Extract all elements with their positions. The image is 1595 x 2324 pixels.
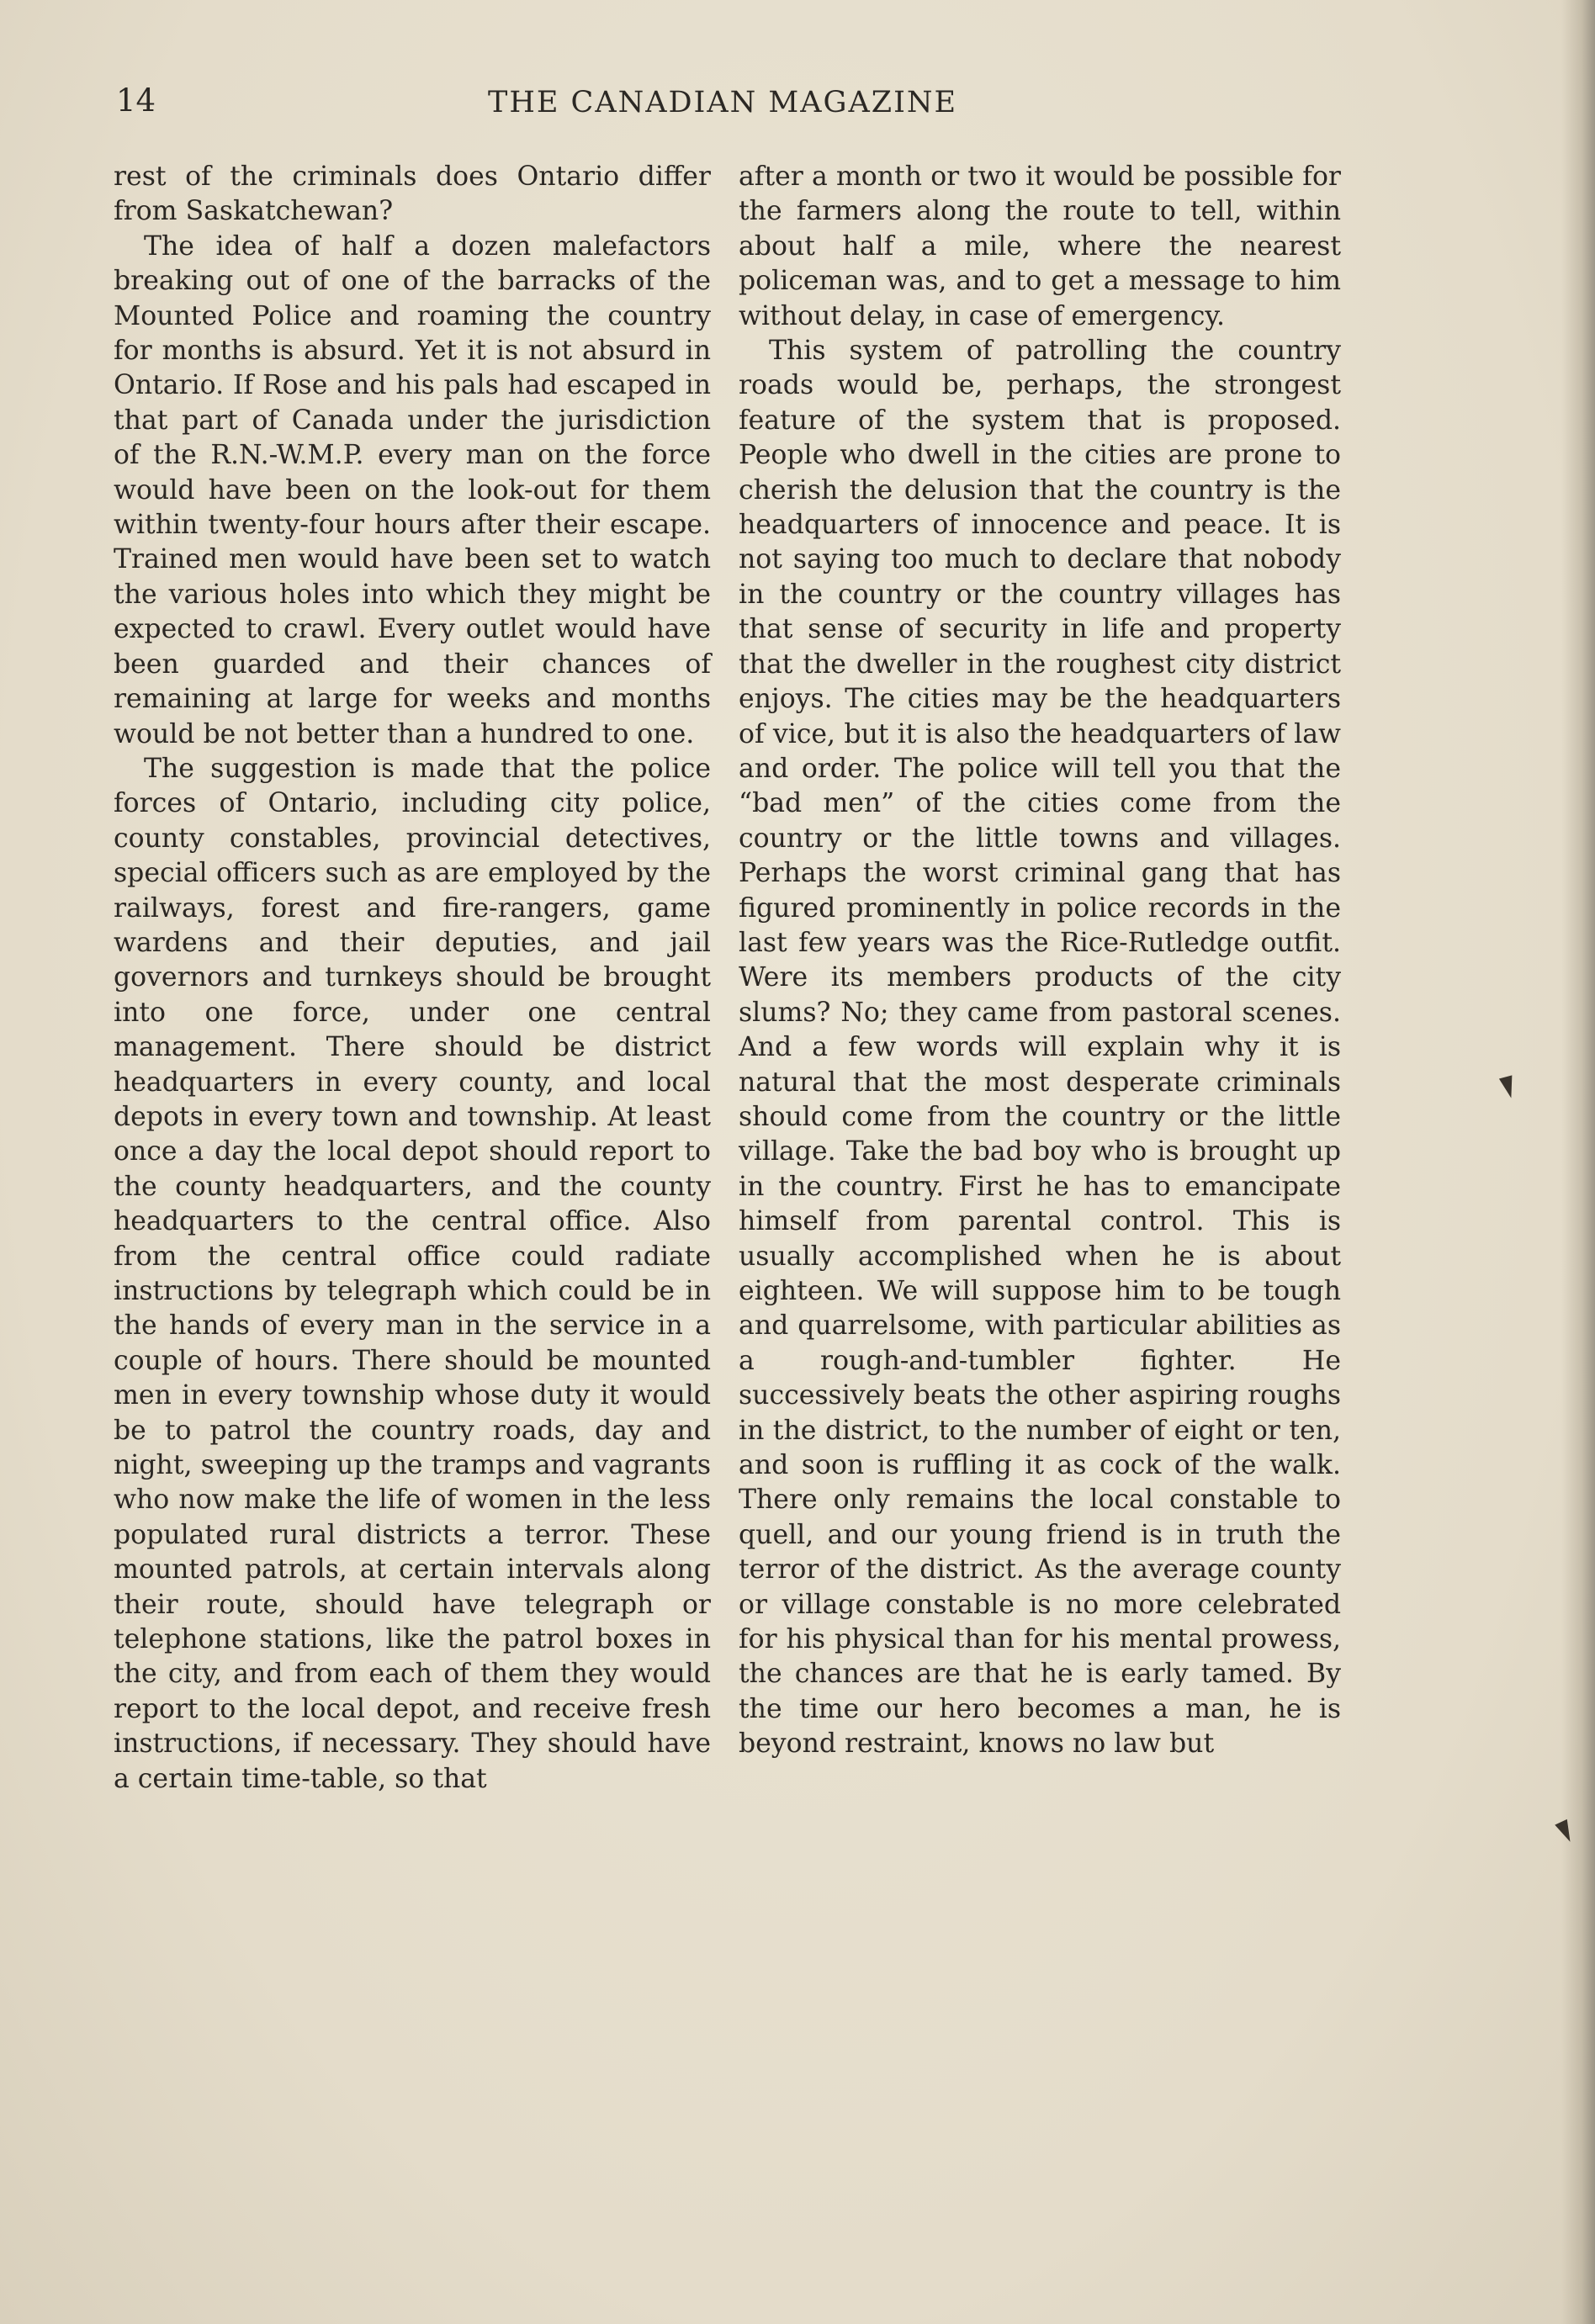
- left-column: [114, 160, 711, 1797]
- page-spine-shadow: [1561, 0, 1595, 2324]
- paragraph: rest of the criminals does Ontario differ from Saskatchewan?: [114, 161, 711, 227]
- paragraph: after a month or two it would be possible for the farmers along the route to tell, within about half a mile, where the nearest policeman was, and to get a message to him without delay, in case of emergency.: [739, 161, 1341, 331]
- right-column: [739, 160, 1341, 1762]
- page-number: 14: [116, 82, 156, 119]
- running-head: THE CANADIAN MAGAZINE: [488, 86, 958, 119]
- paragraph: The suggestion is made that the police forces of Ontario, including city police, county constables, provincial detectives, special officers such as are employed by the railways, forest and fire-rangers, game wardens and their deputies, and jail governors and turnkeys should be brought into one force, under one central management. There should be district headquarters in every county, and local depots in every town and township. At least once a day the local depot should report to the county headquarters, and the county headquarters to the central office. Also from the central office could radiate instructions by telegraph which could be in the hands of every man in the service in a couple of hours. There should be mounted men in every township whose duty it would be to patrol the country roads, day and night, sweeping up the tramps and vagrants who now make the life of women in the less populated rural districts a terror. These mounted patrols, at certain intervals along their route, should have telegraph or telephone stations, like the patrol boxes in the city, and from each of them they would report to the local depot, and receive fresh instructions, if necessary. They should have a certain time-table, so that: [114, 753, 711, 1794]
- margin-mark: [1499, 1075, 1518, 1099]
- paragraph: This system of patrolling the country roads would be, perhaps, the strongest feature of the system that is proposed. People who dwell in the cities are prone to cherish the delusion that the country is the headquarters of innocence and peace. It is not saying too much to declare that nobody in the country or the country villages has that sense of security in life and property that the dweller in the roughest city district enjoys. The cities may be the headquarters of vice, but it is also the headquarters of law and order. The police will tell you that the “bad men” of the cities come from the country or the little towns and villages. Perhaps the worst criminal gang that has figured prominently in police records in the last few years was the Rice-Rutledge outfit. Were its members products of the city slums? No; they came from pastoral scenes. And a few words will explain why it is natural that the most desperate criminals should come from the country or the little village. Take the bad boy who is brought up in the country. First he has to emancipate himself from parental control. This is usually accomplished when he is about eighteen. We will suppose him to be tough and quarrelsome, with particular abilities as a rough-and-tumbler fighter. He successively beats the other aspiring roughs in the district, to the number of eight or ten, and soon is ruffling it as cock of the walk. There only remains the local constable to quell, and our young friend is in truth the terror of the district. As the average county or village constable is no more celebrated for his physical than for his mental prowess, the chances are that he is early tamed. By the time our hero becomes a man, he is beyond restraint, knows no law but: [739, 336, 1341, 1760]
- page-header: [0, 82, 1595, 133]
- paragraph: The idea of half a dozen malefactors breaking out of one of the barracks of the Mounted Police and roaming the country for months is absurd. Yet it is not absurd in Ontario. If Rose and his pals had escaped in that part of Canada under the jurisdiction of the R.N.-W.M.P. every man on the force would have been on the look-out for them within twenty-four hours after their escape. Trained men would have been set to watch the various holes into which they might be expected to crawl. Every outlet would have been guarded and their chances of remaining at large for weeks and months would be not better than a hundred to one.: [114, 230, 711, 749]
